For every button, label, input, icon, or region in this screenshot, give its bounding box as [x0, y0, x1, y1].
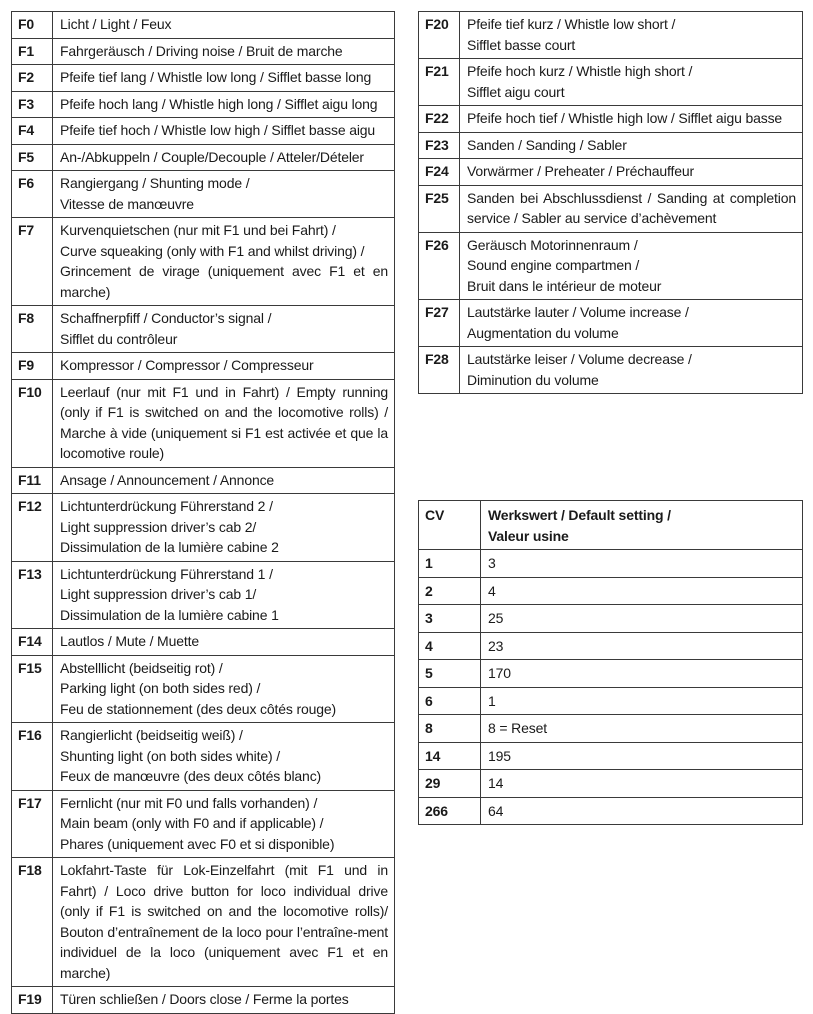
function-description: Kurvenquietschen (nur mit F1 und bei Fahrt) / Curve squeaking (only with F1 and whilst driving) / Grincement de virage (uniquement avec F1 et en marche) — [53, 218, 395, 306]
function-row — [12, 144, 395, 171]
cv-number: 8 — [419, 715, 481, 743]
function-description: Rangiergang / Shunting mode / Vitesse de manœuvre — [53, 171, 395, 218]
cv-row — [419, 550, 803, 578]
function-description: Sanden / Sanding / Sabler — [460, 132, 803, 159]
function-description: Pfeife hoch lang / Whistle high long / Sifflet aigu long — [53, 91, 395, 118]
function-description: Lautstärke leiser / Volume decrease / Diminution du volume — [460, 347, 803, 394]
cv-number: 4 — [419, 632, 481, 660]
cv-number: 6 — [419, 687, 481, 715]
cv-row — [419, 797, 803, 825]
function-key: F24 — [419, 159, 460, 186]
cv-default-value: 4 — [481, 577, 803, 605]
function-table-left-body — [12, 12, 395, 1014]
function-key: F25 — [419, 185, 460, 232]
cv-default-value: 23 — [481, 632, 803, 660]
function-key: F28 — [419, 347, 460, 394]
default-value-column-header: Werkswert / Default setting / Valeur usine — [481, 501, 803, 550]
function-row — [12, 790, 395, 858]
cv-row — [419, 687, 803, 715]
cv-default-value: 1 — [481, 687, 803, 715]
function-table-left — [11, 11, 395, 1014]
cv-table-header-row — [419, 501, 803, 550]
function-key: F22 — [419, 106, 460, 133]
function-description: Lautstärke lauter / Volume increase / Augmentation du volume — [460, 300, 803, 347]
function-key: F7 — [12, 218, 53, 306]
function-row — [12, 38, 395, 65]
function-row — [12, 723, 395, 791]
function-row — [12, 171, 395, 218]
function-description: Lokfahrt-Taste für Lok-Einzelfahrt (mit F1 und in Fahrt) / Loco drive button for loco individual drive (only if F1 is switched on and the locomotive rolls)/ Bouton d’entraînement de la loco pour l’entraîne-ment individuel de la loco (uniquement avec F1 et en marche) — [53, 858, 395, 987]
function-key: F8 — [12, 306, 53, 353]
cv-number: 29 — [419, 770, 481, 798]
function-description: Fernlicht (nur mit F0 und falls vorhanden) / Main beam (only with F0 and if applicable) / Phares (uniquement avec F0 et si disponible) — [53, 790, 395, 858]
function-row — [12, 858, 395, 987]
cv-column-header: CV — [419, 501, 481, 550]
function-description: Pfeife hoch kurz / Whistle high short / Sifflet aigu court — [460, 59, 803, 106]
function-row — [12, 306, 395, 353]
function-row — [12, 353, 395, 380]
cv-number: 14 — [419, 742, 481, 770]
function-description: Lichtunterdrückung Führerstand 2 / Light suppression driver’s cab 2/ Dissimulation de la lumière cabine 2 — [53, 494, 395, 562]
cv-row — [419, 605, 803, 633]
cv-number: 1 — [419, 550, 481, 578]
cv-default-value: 8 = Reset — [481, 715, 803, 743]
cv-number: 266 — [419, 797, 481, 825]
function-row — [419, 232, 803, 300]
function-description: Pfeife tief kurz / Whistle low short / Sifflet basse court — [460, 12, 803, 59]
cv-row — [419, 660, 803, 688]
function-row — [12, 65, 395, 92]
function-description: Kompressor / Compressor / Compresseur — [53, 353, 395, 380]
cv-row — [419, 742, 803, 770]
cv-default-value: 195 — [481, 742, 803, 770]
function-description: Sanden bei Abschlussdienst / Sanding at completion service / Sabler au service d’achèvement — [460, 185, 803, 232]
function-description: Abstelllicht (beidseitig rot) / Parking light (on both sides red) / Feu de stationnement (des deux côtés rouge) — [53, 655, 395, 723]
cv-number: 2 — [419, 577, 481, 605]
function-table-right-body — [419, 12, 803, 394]
cv-row — [419, 632, 803, 660]
function-row — [12, 561, 395, 629]
function-key: F26 — [419, 232, 460, 300]
cv-row — [419, 770, 803, 798]
function-key: F13 — [12, 561, 53, 629]
cv-default-value: 25 — [481, 605, 803, 633]
function-description: Pfeife tief lang / Whistle low long / Sifflet basse long — [53, 65, 395, 92]
function-description: Vorwärmer / Preheater / Préchauffeur — [460, 159, 803, 186]
function-description: Lautlos / Mute / Muette — [53, 629, 395, 656]
function-description: Ansage / Announcement / Annonce — [53, 467, 395, 494]
function-row — [12, 467, 395, 494]
function-key: F18 — [12, 858, 53, 987]
function-description: An-/Abkuppeln / Couple/Decouple / Atteler/Dételer — [53, 144, 395, 171]
function-description: Türen schließen / Doors close / Ferme la portes — [53, 987, 395, 1014]
cv-number: 3 — [419, 605, 481, 633]
cv-default-value: 170 — [481, 660, 803, 688]
function-row — [12, 494, 395, 562]
cv-default-value: 3 — [481, 550, 803, 578]
cv-row — [419, 577, 803, 605]
function-table-right — [418, 11, 803, 394]
function-key: F11 — [12, 467, 53, 494]
function-key: F20 — [419, 12, 460, 59]
function-row — [12, 629, 395, 656]
function-row — [419, 132, 803, 159]
function-row — [12, 12, 395, 39]
function-row — [419, 185, 803, 232]
function-key: F9 — [12, 353, 53, 380]
cv-table-body — [419, 550, 803, 825]
function-key: F6 — [12, 171, 53, 218]
function-description: Licht / Light / Feux — [53, 12, 395, 39]
function-key: F0 — [12, 12, 53, 39]
function-key: F10 — [12, 379, 53, 467]
function-key: F23 — [419, 132, 460, 159]
function-key: F1 — [12, 38, 53, 65]
function-row — [12, 91, 395, 118]
function-row — [419, 106, 803, 133]
function-key: F27 — [419, 300, 460, 347]
function-key: F19 — [12, 987, 53, 1014]
function-key: F21 — [419, 59, 460, 106]
function-description: Pfeife hoch tief / Whistle high low / Sifflet aigu basse — [460, 106, 803, 133]
function-key: F3 — [12, 91, 53, 118]
function-row — [419, 59, 803, 106]
function-row — [12, 218, 395, 306]
function-description: Leerlauf (nur mit F1 und in Fahrt) / Empty running (only if F1 is switched on and the locomotive rolls) / Marche à vide (uniquement si F1 est activée et que la locomotive roule) — [53, 379, 395, 467]
function-row — [419, 12, 803, 59]
function-description: Fahrgeräusch / Driving noise / Bruit de marche — [53, 38, 395, 65]
function-key: F16 — [12, 723, 53, 791]
function-row — [12, 379, 395, 467]
function-description: Schaffnerpfiff / Conductor’s signal / Sifflet du contrôleur — [53, 306, 395, 353]
function-row — [419, 347, 803, 394]
cv-row — [419, 715, 803, 743]
function-description: Lichtunterdrückung Führerstand 1 / Light suppression driver’s cab 1/ Dissimulation de la lumière cabine 1 — [53, 561, 395, 629]
function-description: Geräusch Motorinnenraum / Sound engine compartmen / Bruit dans le intérieur de moteur — [460, 232, 803, 300]
function-key: F15 — [12, 655, 53, 723]
function-row — [12, 655, 395, 723]
function-key: F5 — [12, 144, 53, 171]
function-row — [12, 118, 395, 145]
function-row — [419, 159, 803, 186]
function-key: F17 — [12, 790, 53, 858]
cv-default-value: 14 — [481, 770, 803, 798]
function-row — [419, 300, 803, 347]
cv-number: 5 — [419, 660, 481, 688]
cv-default-table — [418, 500, 803, 825]
function-description: Pfeife tief hoch / Whistle low high / Sifflet basse aigu — [53, 118, 395, 145]
function-key: F14 — [12, 629, 53, 656]
function-key: F12 — [12, 494, 53, 562]
function-key: F2 — [12, 65, 53, 92]
function-key: F4 — [12, 118, 53, 145]
cv-default-value: 64 — [481, 797, 803, 825]
function-description: Rangierlicht (beidseitig weiß) / Shunting light (on both sides white) / Feux de manœuvre (des deux côtés blanc) — [53, 723, 395, 791]
